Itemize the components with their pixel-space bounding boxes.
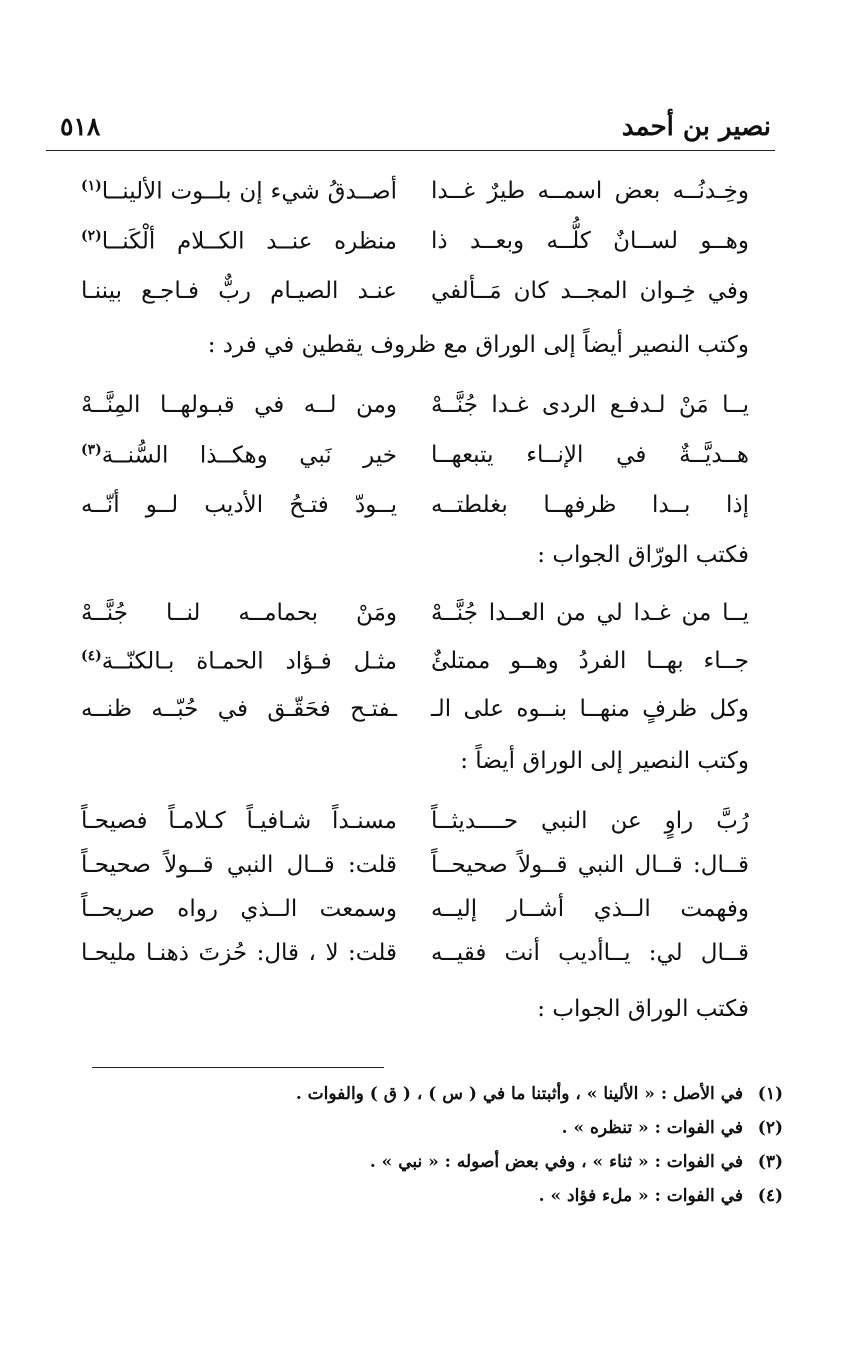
footnote-2 <box>562 1118 783 1148</box>
header-rule <box>46 150 775 151</box>
footnote-4 <box>539 1186 783 1216</box>
verse-2-1-first-hemistich: يــا مَنْ لـدفـع الردى غـدا جُنَّــهْ <box>431 392 749 418</box>
footnote-text: في الفوات : « ثناء » ، وفي بعض أصوله : « نبي » . <box>369 1152 743 1172</box>
footnote-text: في الفوات : « ملء فؤاد » . <box>538 1186 743 1206</box>
verse-3-2-first-hemistich: جــاء بهــا الفردُ وهــو ممتلئٌ <box>431 648 749 674</box>
verse-3-3-second-hemistich: ـفتـح فحَقّـق في حُبّــه ظنــه <box>81 696 397 722</box>
verse-1-3-first-hemistich: وفي خِـوان المجــد كان مَــألفي <box>431 278 749 304</box>
verse-3-1-second-hemistich: ومَنْ بحمامــه لنــا جُنَّــهْ <box>81 600 397 626</box>
verse-2-3-second-hemistich: يــودّ فتـحُ الأديب لــو أنّــه <box>81 492 397 518</box>
verse-4-3-second-hemistich: وسمعت الــذي رواه صريحــاً <box>81 896 397 922</box>
footnote-3 <box>370 1152 783 1182</box>
verse-3-1-first-hemistich: يــا من غـدا لي من العــدا جُنَّــهْ <box>431 600 749 626</box>
footnote-marker: (٢) <box>81 228 102 244</box>
footnote-rule <box>92 1067 384 1068</box>
footnote-text: في الفوات : « تنظره » . <box>561 1118 743 1138</box>
verse-1-3-second-hemistich: عنـد الصيـام ربٌّ فـاجـع بيننـا <box>81 278 397 304</box>
verse-1-1-first-hemistich: وخِـدنُــه بعض اسمــه طيرٌ غــدا <box>431 178 749 204</box>
footnote-number: (١) <box>757 1084 783 1104</box>
verse-3-3-first-hemistich: وكل ظرفٍ منهــا بنــوه على الـ <box>431 696 749 722</box>
prose-intro-1: وكتب النصير أيضاً إلى الوراق مع ظروف يقطين في فرد : <box>207 332 749 358</box>
page-number: ٥١٨ <box>60 112 101 141</box>
prose-intro-2: فكتب الورّاق الجواب : <box>537 542 749 568</box>
verse-4-1-first-hemistich: رُبَّ راوٍ عن النبي حــــديثــاً <box>431 808 749 834</box>
footnote-marker: (٤) <box>81 648 102 664</box>
footnote-marker: (١) <box>81 178 102 194</box>
verse-4-4-second-hemistich: قلت: لا ، قال: حُزتَ ذهنـا مليحـا <box>81 940 397 966</box>
verse-1-1-second-hemistich: أصــدقُ شيء إن بلــوت الألينــا$^{(١)}$ <box>81 178 397 205</box>
verse-2-2-first-hemistich: هــديَّــةٌ في الإنــاء يتبعهــا <box>431 442 749 468</box>
footnote-number: (٢) <box>757 1118 783 1138</box>
verse-4-3-first-hemistich: وفهمت الــذي أشــار إليــه <box>431 896 749 922</box>
verse-2-1-second-hemistich: ومن لــه في قبـولهــا المِنَّــهْ <box>81 392 397 418</box>
running-head-title: نصير بن أحمد <box>621 112 771 142</box>
verse-4-1-second-hemistich: مسنـداً شـافيـاً كـلامـاً فصيحـاً <box>81 808 397 834</box>
footnote-1 <box>296 1084 783 1114</box>
verse-1-2-first-hemistich: وهــو لســانٌ كلُّــه وبعــد ذا <box>431 228 749 254</box>
verse-2-3-first-hemistich: إذا بــدا ظرفهــا بغلطتــه <box>431 492 749 518</box>
footnote-text: في الأصل : « الألينا » ، وأثبتنا ما في ( س ) ، ( ق ) والفوات . <box>295 1084 743 1104</box>
running-head <box>60 108 771 146</box>
prose-intro-4: فكتب الوراق الجواب : <box>537 996 749 1022</box>
verse-2-2-second-hemistich: خير نَبي وهكــذا السُّنــة$^{(٣)}$ <box>81 442 397 469</box>
verse-3-2-second-hemistich: مثـل فـؤاد الحمـاة بـالكنّــة$^{(٤)}$ <box>81 648 397 675</box>
footnote-number: (٤) <box>757 1186 783 1206</box>
prose-intro-3: وكتب النصير إلى الوراق أيضاً : <box>460 748 749 774</box>
footnote-marker: (٣) <box>81 442 102 458</box>
verse-4-2-first-hemistich: قــال: قــال النبي قــولاً صحيحــاً <box>431 852 749 878</box>
verse-4-4-first-hemistich: قــال لي: يــاأديب أنت فقيــه <box>431 940 749 966</box>
verse-4-2-second-hemistich: قلت: قــال النبي قــولاً صحيحـاً <box>81 852 397 878</box>
footnote-number: (٣) <box>757 1152 783 1172</box>
verse-1-2-second-hemistich: منظره عنــد الكــلام ألْكَنــا$^{(٢)}$ <box>81 228 397 255</box>
